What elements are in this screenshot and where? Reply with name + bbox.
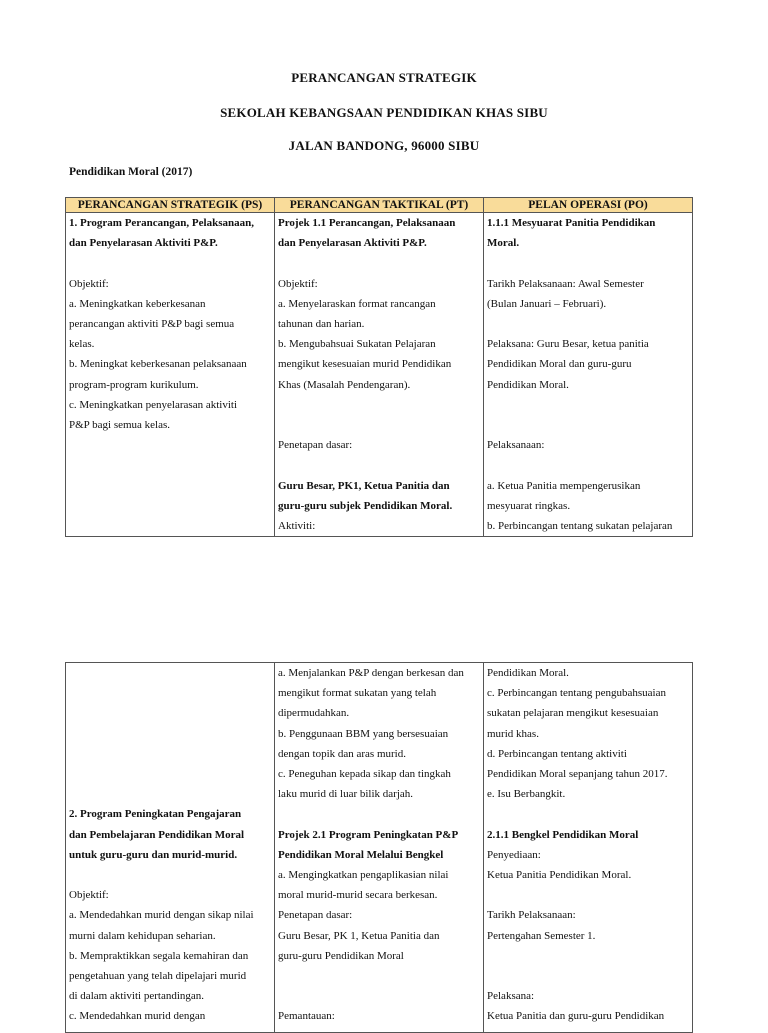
cell-text-line: Guru Besar, PK1, Ketua Panitia dan [278, 479, 450, 492]
cell-text-line: b. Perbincangan tentang sukatan pelajaran [487, 520, 673, 533]
blank-line [487, 314, 692, 334]
cell-text-line: c. Peneguhan kepada sikap dan tingkah [278, 768, 451, 781]
cell-text-line: Penyediaan: [487, 848, 541, 861]
cell-text-line: Pertengahan Semester 1. [487, 929, 596, 942]
cell-ps-1 [66, 213, 275, 537]
cell-text-line: Ketua Panitia dan guru-guru Pendidikan [487, 1010, 665, 1023]
cell-text-line: a. Mengingkatkan pengaplikasian nilai [278, 869, 449, 882]
cell-text-line: Objektif: [69, 277, 109, 290]
cell-text-line: Penetapan dasar: [278, 909, 353, 922]
blank-line [487, 946, 692, 966]
cell-text-line: (Bulan Januari – Februari). [487, 297, 607, 310]
cell-text-line: Pendidikan Moral sepanjang tahun 2017. [487, 768, 668, 781]
cell-text-line: Aktiviti: [278, 520, 316, 533]
cell-ps-2 [66, 663, 275, 1033]
blank-line [487, 455, 692, 475]
blank-line [487, 395, 692, 415]
cell-text-line: Pelaksanaan: [487, 439, 545, 452]
school-address: JALAN BANDONG, 96000 SIBU [288, 138, 480, 153]
blank-line [69, 784, 274, 804]
cell-text-line: 2.1.1 Bengkel Pendidikan Moral [487, 828, 639, 841]
cell-text-line: sukatan pelajaran mengikut kesesuaian [487, 707, 659, 720]
cell-text-line: b. Meningkat keberkesanan pelaksanaan [69, 358, 247, 371]
cell-text-line: guru-guru subjek Pendidikan Moral. [278, 499, 453, 512]
cell-pt-2 [275, 663, 484, 1033]
cell-text-line: a. Menjalankan P&P dengan berkesan dan [278, 667, 464, 679]
cell-text-line: Objektif: [278, 277, 318, 290]
blank-line [69, 865, 274, 885]
cell-text-line: c. Perbincangan tentang pengubahsuaian [487, 687, 666, 700]
cell-text-line: dan Penyelarasan Aktiviti P&P. [69, 237, 218, 250]
cell-text-line: Pelaksana: Guru Besar, ketua panitia [487, 338, 649, 351]
cell-text-line: Tarikh Pelaksanaan: [487, 909, 576, 922]
cell-po-1 [484, 213, 693, 537]
cell-text-line: b. Mempraktikkan segala kemahiran dan [69, 949, 249, 962]
cell-text-line: b. Mengubahsuai Sukatan Pelajaran [278, 338, 436, 351]
header-row [66, 198, 693, 213]
cell-text-line: b. Penggunaan BBM yang bersesuaian [278, 727, 449, 740]
blank-line [278, 253, 483, 273]
cell-text-line: c. Meningkatkan penyelarasan aktiviti [69, 398, 237, 411]
blank-line [278, 455, 483, 475]
column-header-pt: PERANCANGAN TAKTIKAL (PT) [275, 198, 484, 213]
cell-text-line: a. Ketua Panitia mempengerusikan [487, 479, 641, 492]
cell-text-line: dipermudahkan. [278, 707, 350, 720]
cell-text-line: a. Mendedahkan murid dengan sikap nilai [69, 909, 254, 922]
blank-line [69, 663, 274, 683]
cell-text-line: Pendidikan Moral dan guru-guru [487, 358, 632, 371]
blank-line [487, 804, 692, 824]
cell-text-line: program-program kurikulum. [69, 378, 199, 391]
cell-text-line: guru-guru Pendidikan Moral [278, 949, 404, 962]
blank-line [278, 966, 483, 986]
strategy-table-part1 [65, 197, 693, 537]
blank-line [69, 253, 274, 273]
column-header-po: PELAN OPERASI (PO) [484, 198, 693, 213]
cell-text-line: d. Perbincangan tentang aktiviti [487, 747, 627, 760]
cell-text-line: P&P bagi semua kelas. [69, 419, 171, 432]
cell-text-line: kelas. [69, 338, 95, 351]
blank-line [69, 744, 274, 764]
cell-text-line: Projek 2.1 Program Peningkatan P&P [278, 828, 459, 841]
cell-text-line: Pendidikan Moral Melalui Bengkel [278, 848, 444, 861]
cell-text-line: mesyuarat ringkas. [487, 499, 571, 512]
cell-text-line: Pendidikan Moral. [487, 378, 569, 391]
blank-line [278, 415, 483, 435]
cell-text-line: murni dalam kehidupan seharian. [69, 929, 216, 942]
cell-text-line: Projek 1.1 Perancangan, Pelaksanaan [278, 217, 456, 229]
cell-text-line: 1.1.1 Mesyuarat Panitia Pendidikan [487, 217, 656, 229]
blank-line [69, 703, 274, 723]
blank-line [69, 683, 274, 703]
cell-text-line: Khas (Masalah Pendengaran). [278, 378, 411, 391]
cell-text-line: e. Isu Berbangkit. [487, 788, 566, 801]
cell-text-line: 1. Program Perancangan, Pelaksanaan, [69, 217, 254, 229]
cell-text-line: Objektif: [69, 889, 109, 902]
cell-text-line: Ketua Panitia Pendidikan Moral. [487, 869, 632, 882]
blank-line [487, 885, 692, 905]
blank-line [278, 804, 483, 824]
cell-text-line: Pendidikan Moral. [487, 667, 569, 679]
cell-text-line: murid khas. [487, 727, 539, 740]
cell-text-line: a. Meningkatkan keberkesanan [69, 297, 206, 310]
cell-text-line: mengikut kesesuaian murid Pendidikan [278, 358, 452, 371]
blank-line [278, 986, 483, 1006]
cell-text-line: Pemantauan: [278, 1010, 335, 1023]
cell-text-line: a. Menyelaraskan format rancangan [278, 297, 436, 310]
blank-line [487, 415, 692, 435]
subject-heading: Pendidikan Moral (2017) [69, 166, 193, 178]
school-name: SEKOLAH KEBANGSAAN PENDIDIKAN KHAS SIBU [220, 105, 548, 120]
cell-text-line: dan Pembelajaran Pendidikan Moral [69, 828, 245, 841]
cell-text-line: moral murid-murid secara berkesan. [278, 889, 438, 902]
cell-text-line: Tarikh Pelaksanaan: Awal Semester [487, 277, 644, 290]
cell-text-line: laku murid di luar bilik darjah. [278, 788, 414, 801]
cell-text-line: Pelaksana: [487, 990, 535, 1003]
cell-text-line: Penetapan dasar: [278, 439, 353, 452]
table-row [66, 663, 693, 1033]
cell-text-line: tahunan dan harian. [278, 318, 365, 331]
document-title: PERANCANGAN STRATEGIK [291, 70, 477, 85]
cell-pt-1 [275, 213, 484, 537]
cell-text-line: untuk guru-guru dan murid-murid. [69, 848, 238, 861]
blank-line [487, 966, 692, 986]
blank-line [487, 253, 692, 273]
blank-line [69, 724, 274, 744]
strategy-table-part2 [65, 662, 693, 1033]
cell-text-line: mengikut format sukatan yang telah [278, 687, 437, 700]
cell-text-line: Guru Besar, PK 1, Ketua Panitia dan [278, 929, 440, 942]
blank-line [69, 764, 274, 784]
cell-text-line: c. Mendedahkan murid dengan [69, 1010, 206, 1023]
cell-text-line: pengetahuan yang telah dipelajari murid [69, 970, 247, 983]
cell-text-line: perancangan aktiviti P&P bagi semua [69, 318, 235, 331]
cell-text-line: dan Penyelarasan Aktiviti P&P. [278, 237, 427, 250]
cell-text-line: di dalam aktiviti pertandingan. [69, 990, 205, 1003]
table-row [66, 213, 693, 537]
cell-text-line: dengan topik dan aras murid. [278, 747, 406, 760]
cell-po-2 [484, 663, 693, 1033]
blank-line [278, 395, 483, 415]
column-header-ps: PERANCANGAN STRATEGIK (PS) [66, 198, 275, 213]
cell-text-line: Moral. [487, 237, 520, 250]
cell-text-line: 2. Program Peningkatan Pengajaran [69, 808, 242, 821]
